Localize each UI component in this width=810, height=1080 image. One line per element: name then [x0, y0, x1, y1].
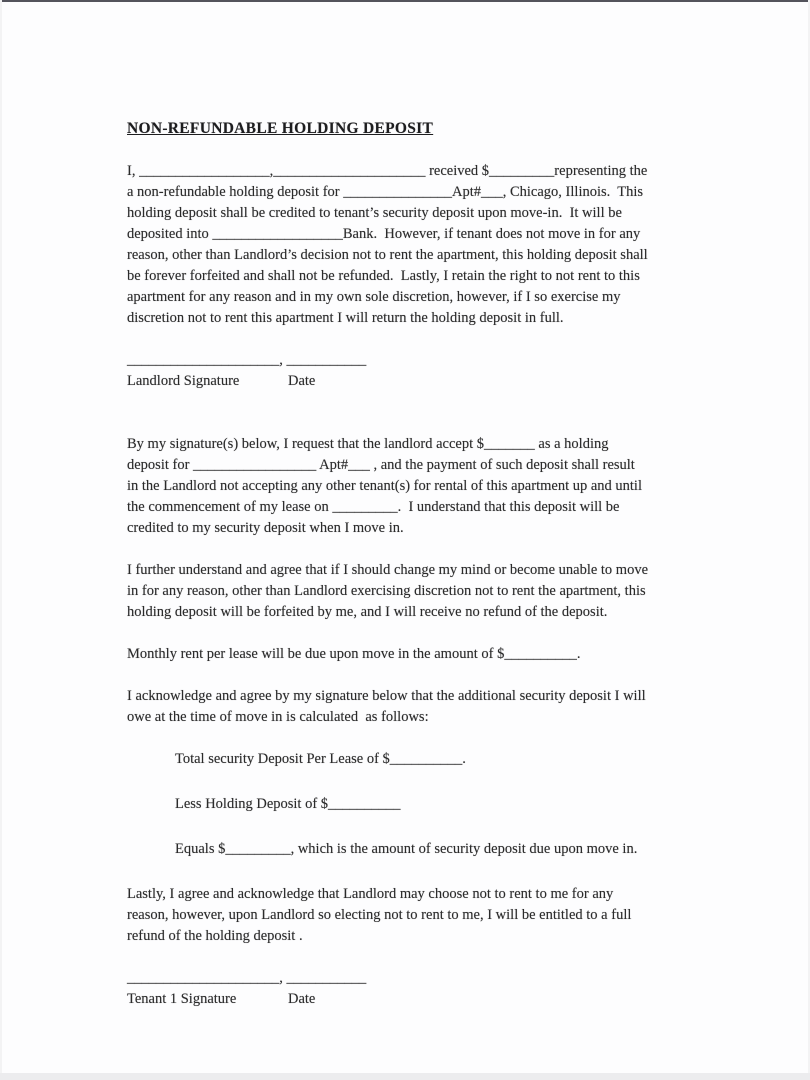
paragraph-line: credited to my security deposit when I move in. — [127, 520, 404, 536]
paragraph-line: I further understand and agree that if I should change my mind or become unable to move — [127, 562, 649, 578]
monthly-rent-paragraph — [127, 644, 710, 665]
acknowledge-paragraph — [127, 686, 710, 728]
signature-line: _____________________, ___________ — [127, 970, 367, 986]
signature-name-label: Landlord Signature — [127, 373, 240, 389]
tenant-signature-block — [127, 968, 710, 1010]
document-body — [127, 161, 710, 1010]
signature-line: _____________________, ___________ — [127, 352, 367, 368]
paragraph-line: By my signature(s) below, I request that the landlord accept $_______ as a holding — [127, 436, 609, 452]
paragraph-line: reason, however, upon Landlord so electing not to rent to me, I will be entitled to a full — [127, 907, 632, 923]
paragraph-line: holding deposit will be forfeited by me, and I will receive no refund of the deposit. — [127, 604, 608, 620]
paragraph-line: Equals $_________, which is the amount of security deposit due upon move in. — [175, 841, 638, 857]
signature-date-label: Date — [288, 373, 316, 389]
signature-date-label: Date — [288, 991, 316, 1007]
intro-paragraph — [127, 161, 710, 329]
paragraph-line: holding deposit shall be credited to tenant’s security deposit upon move-in. It will be — [127, 205, 622, 221]
lastly-paragraph — [127, 884, 710, 947]
paragraph-line: I, __________________,_____________________ received $_________representing the — [127, 163, 648, 179]
calc-less-line — [127, 794, 710, 815]
paragraph-line: apartment for any reason and in my own sole discretion, however, if I so exercise my — [127, 289, 621, 305]
paragraph-line: in the Landlord not accepting any other tenant(s) for rental of this apartment up and until — [127, 478, 642, 494]
paragraph-line: Lastly, I agree and acknowledge that Landlord may choose not to rent to me for any — [127, 886, 614, 902]
forfeit-paragraph — [127, 560, 710, 623]
paragraph-line: a non-refundable holding deposit for _______________Apt#___, Chicago, Illinois. This — [127, 184, 644, 200]
signature-labels — [127, 371, 710, 392]
request-paragraph — [127, 434, 710, 539]
page-bottom-strip — [0, 1073, 810, 1080]
paragraph-line: deposited into __________________Bank. However, if tenant does not move in for any — [127, 226, 641, 242]
paragraph-line: deposit for _________________ Apt#___ , and the payment of such deposit shall result — [127, 457, 635, 473]
paragraph-line: refund of the holding deposit . — [127, 928, 303, 944]
paragraph-line: Total security Deposit Per Lease of $__________. — [175, 751, 466, 767]
paragraph-line: reason, other than Landlord’s decision not to rent the apartment, this holding deposit shall — [127, 247, 648, 263]
signature-labels — [127, 989, 710, 1010]
paragraph-line: I acknowledge and agree by my signature below that the additional security deposit I will — [127, 688, 646, 704]
paragraph-line: the commencement of my lease on _________. I understand that this deposit will be — [127, 499, 620, 515]
signature-name-label: Tenant 1 Signature — [127, 991, 237, 1007]
document-title: NON-REFUNDABLE HOLDING DEPOSIT — [127, 120, 434, 137]
paragraph-line: Less Holding Deposit of $__________ — [175, 796, 401, 812]
landlord-signature-block — [127, 350, 710, 392]
paragraph-line: be forever forfeited and shall not be refunded. Lastly, I retain the right to not rent to this — [127, 268, 640, 284]
paragraph-line: in for any reason, other than Landlord exercising discretion not to rent the apartment, this — [127, 583, 646, 599]
calc-total-line — [127, 749, 710, 770]
paragraph-line: Monthly rent per lease will be due upon move in the amount of $__________. — [127, 646, 581, 662]
paragraph-line: discretion not to rent this apartment I will return the holding deposit in full. — [127, 310, 564, 326]
calc-equals-line — [127, 839, 710, 860]
paragraph-line: owe at the time of move in is calculated as follows: — [127, 709, 429, 725]
